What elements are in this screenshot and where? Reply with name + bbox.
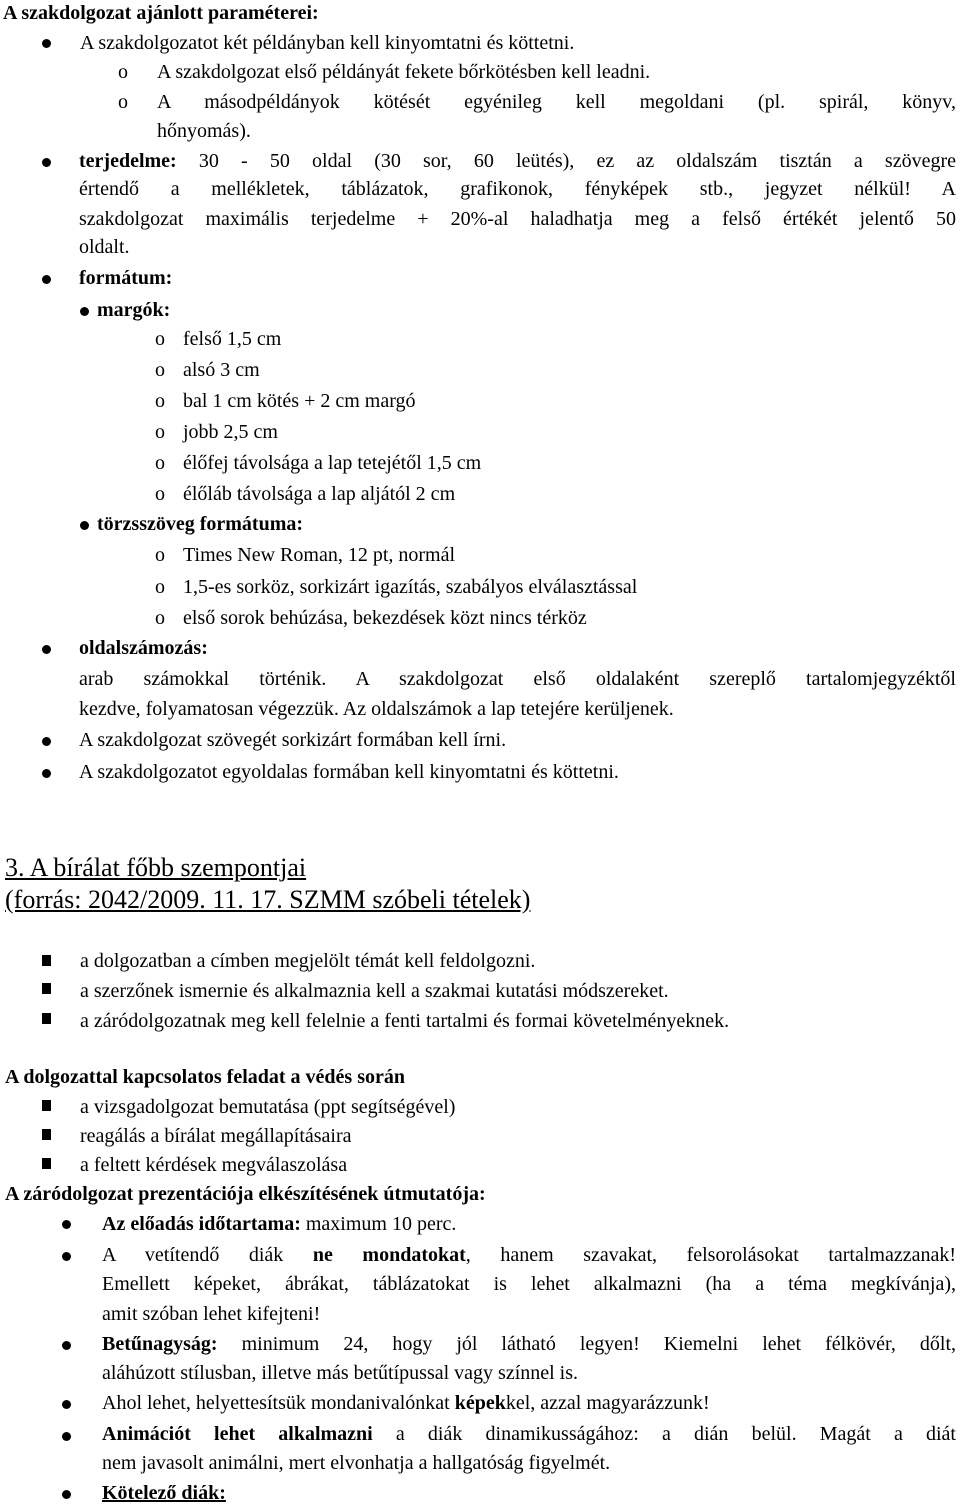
bullet-icon	[62, 1341, 71, 1350]
format-label: formátum:	[79, 267, 173, 289]
slides-item	[102, 1240, 956, 1271]
bullet-icon	[42, 769, 51, 778]
slides-text-a: A vetítendő diák	[102, 1244, 284, 1266]
body-format-item: 1,5-es sorköz, sorkizárt igazítás, szabályos elválasztással	[183, 576, 638, 598]
section3-title-text: 3. A bírálat főbb szempontjai	[5, 853, 307, 882]
bullet-icon	[62, 1252, 71, 1261]
mandatory-slides	[102, 1478, 960, 1509]
duration-text: maximum 10 perc.	[305, 1213, 457, 1235]
circle-bullet-icon: o	[155, 328, 165, 350]
duration-label: Az előadás időtartama:	[102, 1213, 301, 1235]
slides-bold: ne mondatokat	[312, 1244, 466, 1266]
slides-line: Emellett képeket, ábrákat, táblázatokat is lehet alkalmazni (ha a téma megkívánja),	[102, 1273, 956, 1295]
section3-title	[5, 850, 960, 886]
criteria-item: a záródolgozatnak meg kell felelnie a fenti tartalmi és formai követelményeknek.	[80, 1010, 730, 1032]
mandatory-slides-label: Kötelező diák:	[102, 1482, 226, 1504]
body-format-item: első sorok behúzása, bekezdések közt nincs térköz	[183, 607, 587, 629]
margins-label: margók:	[97, 299, 171, 321]
length-label: terjedelme:	[79, 150, 177, 172]
bullet-icon	[62, 1432, 71, 1441]
square-bullet-icon	[42, 1129, 51, 1140]
print-item: A szakdolgozatot két példányban kell kinyomtatni és köttetni.	[80, 32, 575, 54]
duration-item	[102, 1209, 960, 1240]
font-size-item	[102, 1329, 956, 1360]
font-size-text: minimum 24, hogy jól látható legyen! Kiemelni lehet félkövér, dőlt,	[241, 1333, 957, 1355]
bullet-icon	[42, 39, 51, 48]
slides-line: amit szóban lehet kifejteni!	[102, 1303, 321, 1325]
print-sub-item: A másodpéldányok kötését egyénileg kell megoldani (pl. spirál, könyv,	[157, 91, 956, 113]
body-format-item: Times New Roman, 12 pt, normál	[183, 544, 456, 566]
pictures-bold: képek	[454, 1392, 506, 1414]
length-line: szakdolgozat maximális terjedelme + 20%-al haladhatja meg a felső értékét jelentő 50	[79, 208, 956, 230]
font-size-label: Betűnagyság:	[102, 1333, 218, 1355]
criteria-item: a dolgozatban a címben megjelölt témát kell feldolgozni.	[80, 950, 536, 972]
bullet-icon	[62, 1400, 71, 1409]
circle-bullet-icon: o	[155, 576, 165, 598]
presentation-title: A záródolgozat prezentációja elkészítésének útmutatója:	[5, 1183, 486, 1205]
bullet-icon	[80, 307, 89, 316]
bullet-icon	[62, 1490, 71, 1499]
defense-title: A dolgozattal kapcsolatos feladat a védés során	[5, 1066, 405, 1088]
animation-item	[102, 1419, 956, 1450]
square-bullet-icon	[42, 1100, 51, 1111]
margin-item: bal 1 cm kötés + 2 cm margó	[183, 390, 416, 412]
length-line: oldalt.	[79, 236, 130, 258]
section3-source-text: (forrás: 2042/2009. 11. 17. SZMM szóbeli tételek)	[5, 885, 531, 914]
pictures-text-a: Ahol lehet, helyettesítsük mondanivalónkat	[102, 1392, 450, 1414]
section3-source	[5, 882, 960, 918]
print-sub-item: A szakdolgozat első példányát fekete bőrkötésben kell leadni.	[157, 61, 651, 83]
body-format-label: törzsszöveg formátuma:	[97, 513, 304, 535]
defense-item: reagálás a bírálat megállapításaira	[80, 1125, 352, 1147]
length-item	[79, 146, 956, 177]
oneside-item: A szakdolgozatot egyoldalas formában kell kinyomtatni és köttetni.	[79, 761, 619, 783]
animation-text: a diák dinamikusságához: a dián belül. Magát a diát	[395, 1423, 956, 1445]
circle-bullet-icon: o	[118, 91, 128, 113]
slides-text-b: , hanem szavakat, felsorolásokat tartalmazzanak!	[465, 1244, 957, 1266]
animation-bold: Animációt lehet alkalmazni	[102, 1423, 373, 1445]
print-sub-item-cont: hőnyomás).	[157, 120, 251, 142]
margin-item: jobb 2,5 cm	[183, 421, 278, 443]
circle-bullet-icon: o	[155, 483, 165, 505]
justify-item: A szakdolgozat szövegét sorkizárt formában kell írni.	[79, 729, 507, 751]
circle-bullet-icon: o	[155, 544, 165, 566]
length-line: értendő a mellékletek, táblázatok, grafikonok, fényképek stb., jegyzet nélkül! A	[79, 178, 956, 200]
margin-item: élőfej távolsága a lap tetejétől 1,5 cm	[183, 452, 482, 474]
bullet-icon	[42, 645, 51, 654]
margin-item: felső 1,5 cm	[183, 328, 282, 350]
numbering-label: oldalszámozás:	[79, 637, 208, 659]
numbering-line: arab számokkal történik. A szakdolgozat első oldalaként szereplő tartalomjegyzéktől	[79, 668, 956, 690]
circle-bullet-icon: o	[155, 359, 165, 381]
bullet-icon	[42, 275, 51, 284]
defense-item: a feltett kérdések megválaszolása	[80, 1154, 348, 1176]
font-size-line: aláhúzott stílusban, illetve más betűtípussal vagy színnel is.	[102, 1362, 579, 1384]
criteria-item: a szerzőnek ismernie és alkalmaznia kell a szakmai kutatási módszereket.	[80, 980, 669, 1002]
bullet-icon	[42, 158, 51, 167]
bullet-icon	[42, 737, 51, 746]
square-bullet-icon	[42, 955, 51, 966]
section-title: A szakdolgozat ajánlott paraméterei:	[3, 2, 319, 24]
pictures-text-b: kel, azzal magyarázzunk!	[505, 1392, 710, 1414]
margin-item: élőláb távolsága a lap aljától 2 cm	[183, 483, 456, 505]
square-bullet-icon	[42, 983, 51, 994]
numbering-line: kezdve, folyamatosan végezzük. Az oldalszámok a lap tetejére kerüljenek.	[79, 698, 674, 720]
circle-bullet-icon: o	[118, 61, 128, 83]
square-bullet-icon	[42, 1158, 51, 1169]
length-text: 30 - 50 oldal (30 sor, 60 leütés), ez az oldalszám tisztán a szövegre	[198, 150, 957, 172]
circle-bullet-icon: o	[155, 421, 165, 443]
bullet-icon	[62, 1220, 71, 1229]
bullet-icon	[80, 521, 89, 530]
margin-item: alsó 3 cm	[183, 359, 260, 381]
defense-item: a vizsgadolgozat bemutatása (ppt segítségével)	[80, 1096, 456, 1118]
pictures-item	[102, 1388, 960, 1419]
circle-bullet-icon: o	[155, 607, 165, 629]
square-bullet-icon	[42, 1013, 51, 1024]
circle-bullet-icon: o	[155, 452, 165, 474]
circle-bullet-icon: o	[155, 390, 165, 412]
animation-line: nem javasolt animálni, mert elvonhatja a hallgatóság figyelmét.	[102, 1452, 611, 1474]
